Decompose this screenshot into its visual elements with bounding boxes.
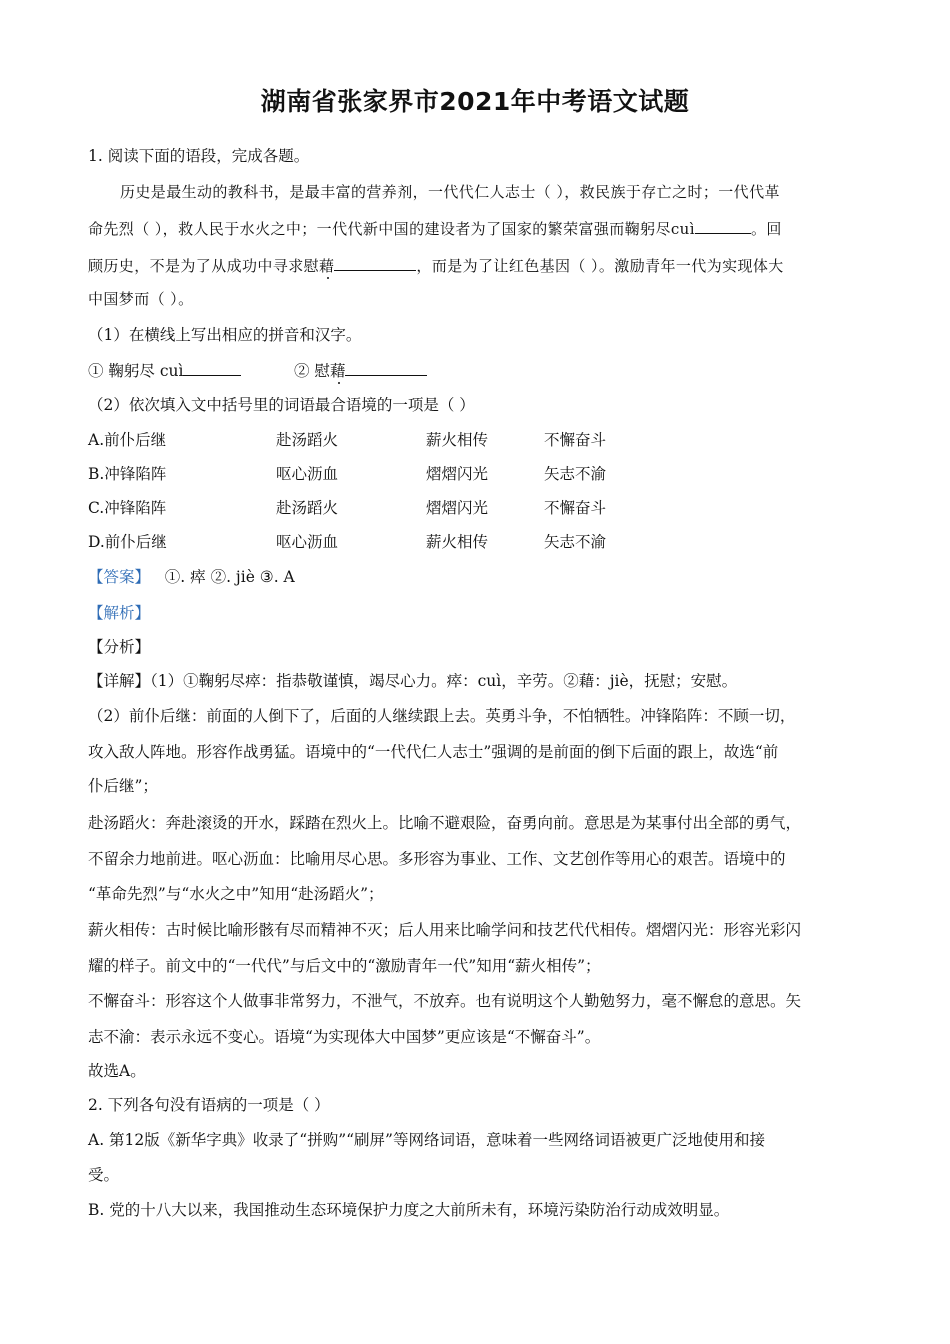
detail-line-6: 不留余力地前进。呕心沥血：比喻用尽心思。多形容为事业、工作、文艺创作等用心的艰苦。语境中的: [88, 850, 786, 868]
detail-line-7: “革命先烈”与“水火之中”知用“赴汤蹈火”；: [88, 885, 384, 903]
detail-line-9: 耀的样子。前文中的“一代代”与后文中的“激励青年一代”知用“薪火相传”；: [88, 957, 601, 975]
answer-text: ①. 瘁 ②. jiè ③. A: [164, 568, 295, 586]
detail-line-10: 不懈奋斗：形容这个人做事非常努力，不泄气，不放弃。也有说明这个人勤勉努力，毫不懈怠的意思。矢: [88, 992, 802, 1010]
q2-option-b-line-1[interactable]: B. 党的十八大以来，我国推动生态环境保护力度之大前所未有，环境污染防治行动成效明显。: [88, 1201, 730, 1219]
option-c-1[interactable]: C.冲锋陷阵: [88, 499, 167, 517]
passage-line-3-end: ，而是为了让红色基因（ ）。激励青年一代为实现体大: [416, 257, 784, 275]
answer-row: [88, 567, 295, 587]
detail-line-1-text: （1）①鞠躬尽瘁：指恭敬谨慎，竭尽心力。瘁：cuì，辛劳。②藉：jiè，抚慰；安慰。: [150, 672, 738, 690]
option-b-3: 熠熠闪光: [426, 465, 489, 483]
answer-blank-a[interactable]: [183, 359, 241, 376]
detail-line-8: 薪火相传：古时候比喻形骸有尽而精神不灭；后人用来比喻学问和技艺代代相传。熠熠闪光：形容光彩闪: [88, 921, 802, 939]
passage-line-3-text: 顾历史，不是为了从成功中寻求慰: [88, 257, 320, 275]
q1-stem: 1. 阅读下面的语段，完成各题。: [88, 147, 310, 165]
detail-line-1: [88, 671, 737, 691]
option-b-2: 呕心沥血: [276, 465, 339, 483]
option-a-1[interactable]: A.前仆后继: [88, 431, 167, 449]
detail-line-12: 故选A。: [88, 1062, 146, 1080]
detail-tag: 【详解】: [88, 672, 151, 690]
passage-dotted-char: 藉: [319, 257, 335, 275]
sub1-instruction: （1）在横线上写出相应的拼音和汉字。: [88, 326, 362, 344]
option-a-3: 薪火相传: [426, 431, 489, 449]
option-c-4: 不懈奋斗: [544, 499, 607, 517]
analysis-tag: 【解析】: [88, 604, 151, 622]
sub1-item-b-text: ② 慰: [294, 362, 330, 380]
fenxi-tag: 【分析】: [88, 638, 151, 656]
detail-line-11: 志不渝：表示永远不变心。语境“为实现体大中国梦”更应该是“不懈奋斗”。: [88, 1028, 601, 1046]
option-c-3: 熠熠闪光: [426, 499, 489, 517]
detail-line-4: 仆后继”；: [88, 777, 158, 795]
q2-option-a-line-2: 受。: [88, 1166, 120, 1184]
detail-line-5: 赴汤蹈火：奔赴滚烫的开水，踩踏在烈火上。比喻不避艰险，奋勇向前。意思是为某事付出全部的勇气，: [88, 814, 802, 832]
sub1-dotted-char: 藉: [329, 362, 346, 380]
option-b-1[interactable]: B.冲锋陷阵: [88, 465, 167, 483]
sub1-item-a: [88, 359, 241, 381]
sub1-item-a-text: ① 鞠躬尽 cuì: [88, 362, 184, 380]
option-d-1[interactable]: D.前仆后继: [88, 533, 167, 551]
option-c-2: 赴汤蹈火: [276, 499, 339, 517]
passage-line-3: [88, 254, 784, 276]
sub1-item-b: [294, 359, 427, 381]
answer-blank-b[interactable]: [345, 359, 427, 376]
passage-blank-1: [695, 217, 751, 234]
option-b-4: 矢志不渝: [544, 465, 607, 483]
option-a-2: 赴汤蹈火: [276, 431, 339, 449]
passage-line-2-text: 命先烈（ ），救人民于水火之中；一代代新中国的建设者为了国家的繁荣富强而鞠躬尽cuì: [88, 220, 695, 238]
passage-line-4: 中国梦而（ ）。: [88, 290, 194, 308]
q2-option-a-line-1[interactable]: A. 第12版《新华字典》收录了“拼购”“刷屏”等网络词语，意味着一些网络词语被更广泛地使用和接: [88, 1131, 765, 1149]
option-a-4: 不懈奋斗: [544, 431, 607, 449]
option-d-3: 薪火相传: [426, 533, 489, 551]
passage-blank-2: [334, 254, 416, 271]
option-d-4: 矢志不渝: [544, 533, 607, 551]
detail-line-2: （2）前仆后继：前面的人倒下了，后面的人继续跟上去。英勇斗争，不怕牺牲。冲锋陷阵：不顾一切，: [88, 707, 796, 725]
passage-line-2: [88, 217, 782, 239]
option-d-2: 呕心沥血: [276, 533, 339, 551]
sub2-instruction: （2）依次填入文中括号里的词语最合语境的一项是（ ）: [88, 396, 475, 414]
page-title: 湖南省张家界市2021年中考语文试题: [260, 87, 690, 116]
passage-line-1: 历史是最生动的教科书，是最丰富的营养剂，一代代仁人志士（ ），救民族于存亡之时；一代代革: [120, 183, 780, 201]
detail-line-3: 攻入敌人阵地。形容作战勇猛。语境中的“一代代仁人志士”强调的是前面的倒下后面的跟上，故选“前: [88, 743, 779, 761]
passage-line-2-end: 。回: [750, 220, 782, 238]
answer-tag: 【答案】: [88, 568, 151, 586]
q2-stem: 2. 下列各句没有语病的一项是（ ）: [88, 1096, 330, 1114]
